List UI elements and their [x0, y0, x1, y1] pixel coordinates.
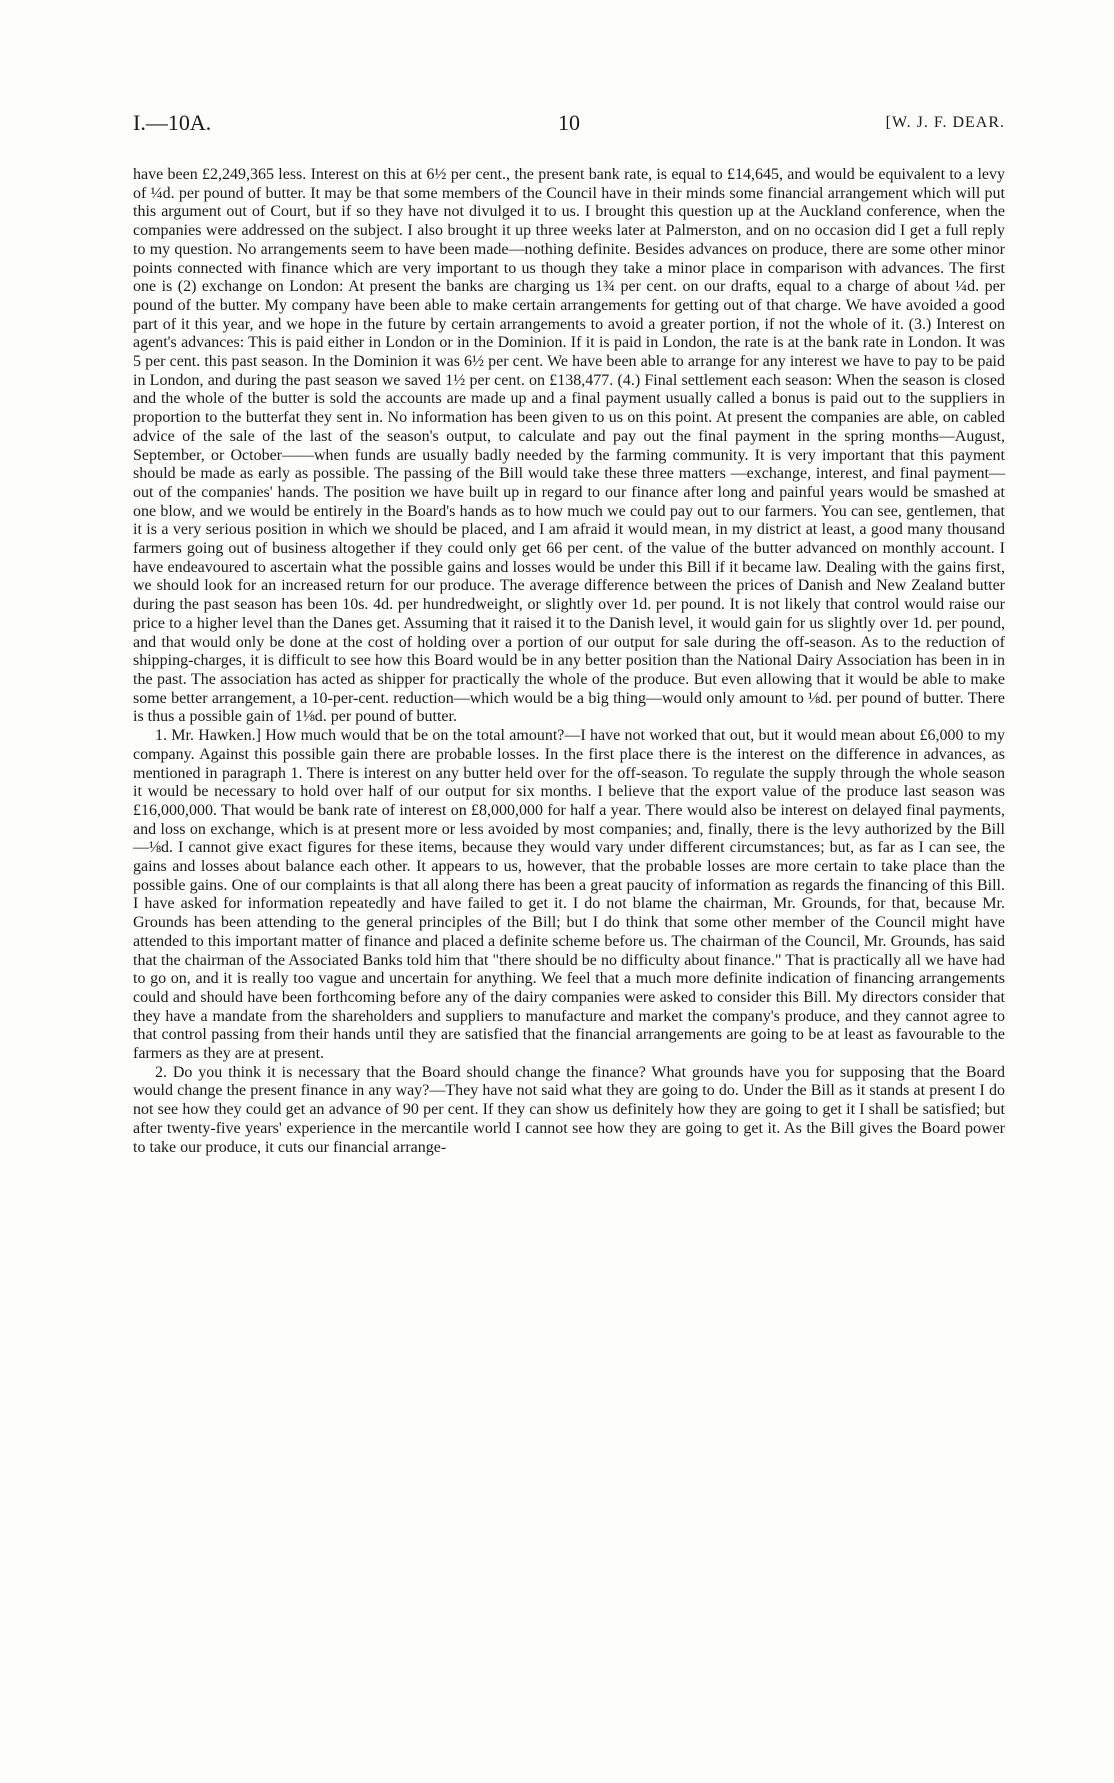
witness-name: [W. J. F. DEAR. — [885, 114, 1005, 131]
page-number: 10 — [558, 110, 580, 135]
paragraph-continued: have been £2,249,365 less. Interest on this at 6½ per cent., the present bank rate, is equal to £14,645, and would be equivalent to a levy of ¼d. per pound of butter. It may be that some members of the Council have in their minds some financial arrangement which will put this argument out of Court, but if so they have not divulged it to us. I brought this question up at the Auckland conference, when the companies were addressed on the subject. I also brought it up three weeks later at Palmerston, and on no occasion did I get a full reply to my question. No arrangements seem to have been made—nothing definite. Besides advances on produce, there are some other minor points connected with finance which are very important to us though they take a minor place in comparison with advances. The first one is (2) exchange on London: At present the banks are charging us 1¾ per cent. on our drafts, equal to a charge of about ¼d. per pound of the butter. My company have been able to make certain arrangements for getting out of that charge. We have avoided a good part of it this year, and we hope in the future by certain arrangements to avoid a greater portion, if not the whole of it. (3.) Interest on agent's advances: This is paid either in London or in the Dominion. If it is paid in London, the rate is at the bank rate in London. It was 5 per cent. this past season. In the Dominion it was 6½ per cent. We have been able to arrange for any interest we have to pay to be paid in London, and during the past season we saved 1½ per cent. on £138,477. (4.) Final settlement each season: When the season is closed and the whole of the butter is sold the accounts are made up and a final payment usually called a bonus is paid out to the suppliers in proportion to the butterfat they sent in. No information has been given to us on this point. At present the companies are able, on cabled advice of the sale of the last of the season's output, to calculate and pay out the final payment in the spring months—August, September, or October——when funds are usually badly needed by the farming community. It is very important that this payment should be made as early as possible. The passing of the Bill would take these three matters —exchange, interest, and final payment—out of the companies' hands. The position we have built up in regard to our finance after long and painful years would be smashed at one blow, and we would be entirely in the Board's hands as to how much we could pay out to our farmers. You can see, gentlemen, that it is a very serious position in which we should be placed, and I am afraid it would mean, in my district at least, a good many thousand farmers going out of business altogether if they could only get 66 per cent. of the value of the butter advanced on monthly account. I have endeavoured to ascertain what the possible gains and losses would be under this Bill if it became law. Dealing with the gains first, we should look for an increased return for our produce. The average difference between the prices of Danish and New Zealand butter during the past season has been 10s. 4d. per hundredweight, or slightly over 1d. per pound. It is not likely that control would raise our price to a higher level than the Danes get. Assuming that it raised it to the Danish level, it would gain for us slightly over 1d. per pound, and that would only be done at the cost of holding over a portion of our output for sale during the off-season. As to the reduction of shipping-charges, it is difficult to see how this Board would be in any better position than the National Dairy Association has been in in the past. The association has acted as shipper for practically the whole of the produce. But even allowing that it would be able to make some better arrangement, a 10-per-cent. reduction—which would be a big thing—would only amount to ⅛d. per pound of butter. There is thus a possible gain of 1⅛d. per pound of butter. — [133, 166, 1005, 726]
paragraph-question-1: 1. Mr. Hawken.] How much would that be on the total amount?—I have not worked that out, but it would mean about £6,000 to my company. Against this possible gain there are probable losses. In the first place there is the interest on the difference in advances, as mentioned in paragraph 1. There is interest on any butter held over for the off-season. To regulate the supply through the whole season it would be necessary to hold over half of our output for six months. I believe that the export value of the produce last season was £16,000,000. That would be bank rate of interest on £8,000,000 for half a year. There would also be interest on delayed final payments, and loss on exchange, which is at present more or less avoided by most companies; and, finally, there is the levy authorized by the Bill—⅛d. I cannot give exact figures for these items, because they would vary under different circumstances; but, as far as I can see, the gains and losses about balance each other. It appears to us, however, that the probable losses are more certain to take place than the possible gains. One of our complaints is that all along there has been a great paucity of information as regards the financing of this Bill. I have asked for information repeatedly and have failed to get it. I do not blame the chairman, Mr. Grounds, for that, because Mr. Grounds has been attending to the general principles of the Bill; but I do think that some other member of the Council might have attended to this important matter of finance and placed a definite scheme before us. The chairman of the Council, Mr. Grounds, has said that the chairman of the Associated Banks told him that "there should be no difficulty about finance." That is practically all we have had to go on, and it is really too vague and uncertain for anything. We feel that a much more definite indication of financing arrangements could and should have been forthcoming before any of the dairy companies were asked to consider this Bill. My directors consider that they have a mandate from the shareholders and suppliers to manufacture and market the company's produce, and they cannot agree to that control passing from their hands until they are satisfied that the financial arrangements are going to be at least as favourable to the farmers as they are at present. — [133, 727, 1005, 1063]
paragraph-question-2: 2. Do you think it is necessary that the Board should change the finance? What grounds have you for supposing that the Board would change the present finance in any way?—They have not said what they are going to do. Under the Bill as it stands at present I do not see how they could get an advance of 90 per cent. If they can show us definitely how they are going to get it I shall be satisfied; but after twenty-five years' experience in the mercantile world I cannot see how they are going to get it. As the Bill gives the Board power to take our produce, it cuts our financial arrange- — [133, 1063, 1005, 1156]
paper-reference: I.—10A. — [133, 110, 212, 135]
page-header — [133, 108, 1005, 138]
body-text — [133, 166, 1005, 1157]
